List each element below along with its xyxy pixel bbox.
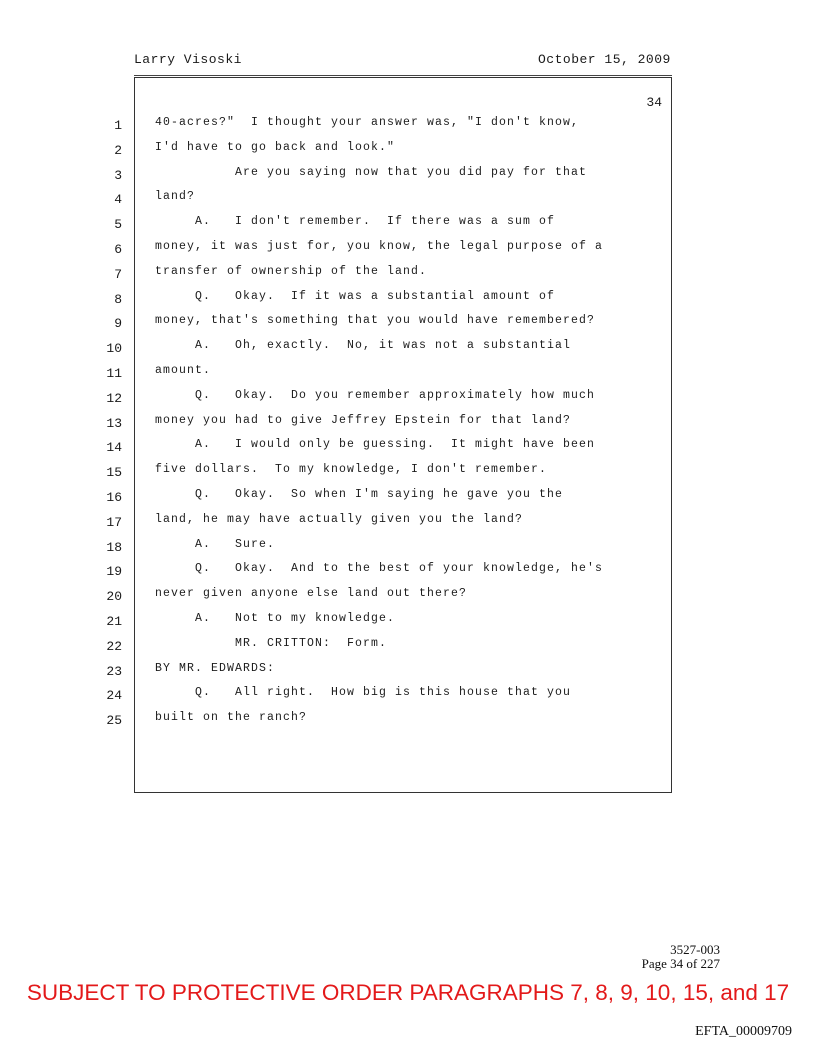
page-of-total: Page 34 of 227: [641, 956, 720, 971]
protective-order-notice: SUBJECT TO PROTECTIVE ORDER PARAGRAPHS 7, 8, 9, 10, 15, and 17: [26, 980, 790, 1005]
line-text: money, that's something that you would have remembered?: [155, 314, 596, 328]
line-text: A. Not to my knowledge.: [155, 612, 396, 625]
line-number: 5: [114, 217, 122, 233]
line-text: money, it was just for, you know, the legal purpose of a: [155, 240, 604, 253]
line-number: 16: [106, 490, 122, 505]
case-number: 3527-003: [670, 942, 720, 957]
transcript-line: [0, 709, 816, 733]
transcript-line: [0, 461, 816, 485]
line-number: 3: [114, 167, 122, 183]
line-text: 40-acres?" I thought your answer was, "I don't know,: [155, 116, 580, 129]
line-number: 17: [106, 514, 122, 530]
transcript-line: [0, 560, 816, 584]
line-number: 24: [106, 688, 122, 704]
line-number: 1: [114, 118, 122, 133]
line-number: 23: [106, 663, 122, 679]
line-text: A. I don't remember. If there was a sum of: [155, 215, 556, 229]
transcript-line: [0, 263, 816, 287]
line-text: Q. All right. How big is this house that you: [155, 686, 572, 700]
line-number: 21: [106, 614, 122, 629]
transcript-line: [0, 139, 816, 163]
transcript-line: [0, 337, 816, 361]
line-text: A. I would only be guessing. It might have been: [155, 438, 596, 452]
line-number: 19: [106, 564, 122, 580]
line-text: never given anyone else land out there?: [155, 587, 468, 601]
line-number: 18: [106, 539, 122, 555]
transcript-line: [0, 684, 816, 708]
line-number: 7: [114, 266, 122, 282]
line-number: 2: [114, 142, 122, 158]
line-text: A. Sure.: [155, 537, 276, 551]
bates-number: EFTA_00009709: [695, 1024, 792, 1039]
line-text: Are you saying now that you did pay for that: [155, 165, 588, 179]
transcript-line: [0, 635, 816, 659]
line-text: built on the ranch?: [155, 711, 308, 725]
transcript-line: [0, 164, 816, 188]
transcript-page-number: 34: [646, 95, 662, 110]
line-text: Q. Okay. So when I'm saying he gave you the: [155, 488, 564, 501]
transcript-line: [0, 312, 816, 336]
line-number: 10: [106, 341, 122, 357]
transcript-line: [0, 536, 816, 560]
deponent-name: Larry Visoski: [134, 52, 242, 67]
transcript-line: [0, 238, 816, 262]
line-text: transfer of ownership of the land.: [155, 264, 428, 278]
line-text: A. Oh, exactly. No, it was not a substantial: [155, 339, 572, 353]
line-text: MR. CRITTON: Form.: [155, 636, 388, 650]
line-number: 15: [106, 465, 122, 481]
line-text: money you had to give Jeffrey Epstein for that land?: [155, 413, 572, 427]
transcript-line: [0, 412, 816, 436]
transcript-line: [0, 610, 816, 634]
header-rule: [134, 75, 672, 76]
line-number: 8: [114, 291, 122, 307]
line-text: five dollars. To my knowledge, I don't remember.: [155, 463, 548, 477]
transcript-line: [0, 188, 816, 212]
line-text: Q. Okay. And to the best of your knowledge, he's: [155, 562, 604, 576]
transcript-line: [0, 362, 816, 386]
line-number: 14: [106, 440, 122, 456]
line-text: Q. Okay. If it was a substantial amount of: [155, 289, 556, 303]
line-number: 12: [106, 390, 122, 406]
transcript-line: [0, 213, 816, 237]
line-number: 6: [114, 242, 122, 257]
line-text: amount.: [155, 364, 212, 377]
line-number: 20: [106, 589, 122, 605]
line-number: 13: [106, 415, 122, 431]
transcript-line: [0, 436, 816, 460]
transcript-line: [0, 288, 816, 312]
line-text: I'd have to go back and look.": [155, 140, 396, 154]
transcript-line: [0, 486, 816, 510]
line-text: land?: [155, 190, 196, 204]
transcript-line: [0, 585, 816, 609]
transcript-line: [0, 660, 816, 684]
line-text: Q. Okay. Do you remember approximately how much: [155, 388, 596, 402]
line-number: 9: [114, 316, 122, 332]
transcript-line: [0, 387, 816, 411]
transcript-line: [0, 511, 816, 535]
line-number: 22: [106, 638, 122, 654]
line-number: 4: [114, 192, 122, 208]
deposition-date: October 15, 2009: [538, 52, 671, 67]
line-text: land, he may have actually given you the land?: [155, 512, 524, 526]
transcript-line: [0, 114, 816, 138]
line-number: 11: [106, 366, 122, 381]
line-text: BY MR. EDWARDS:: [155, 661, 276, 675]
line-number: 25: [106, 713, 122, 729]
